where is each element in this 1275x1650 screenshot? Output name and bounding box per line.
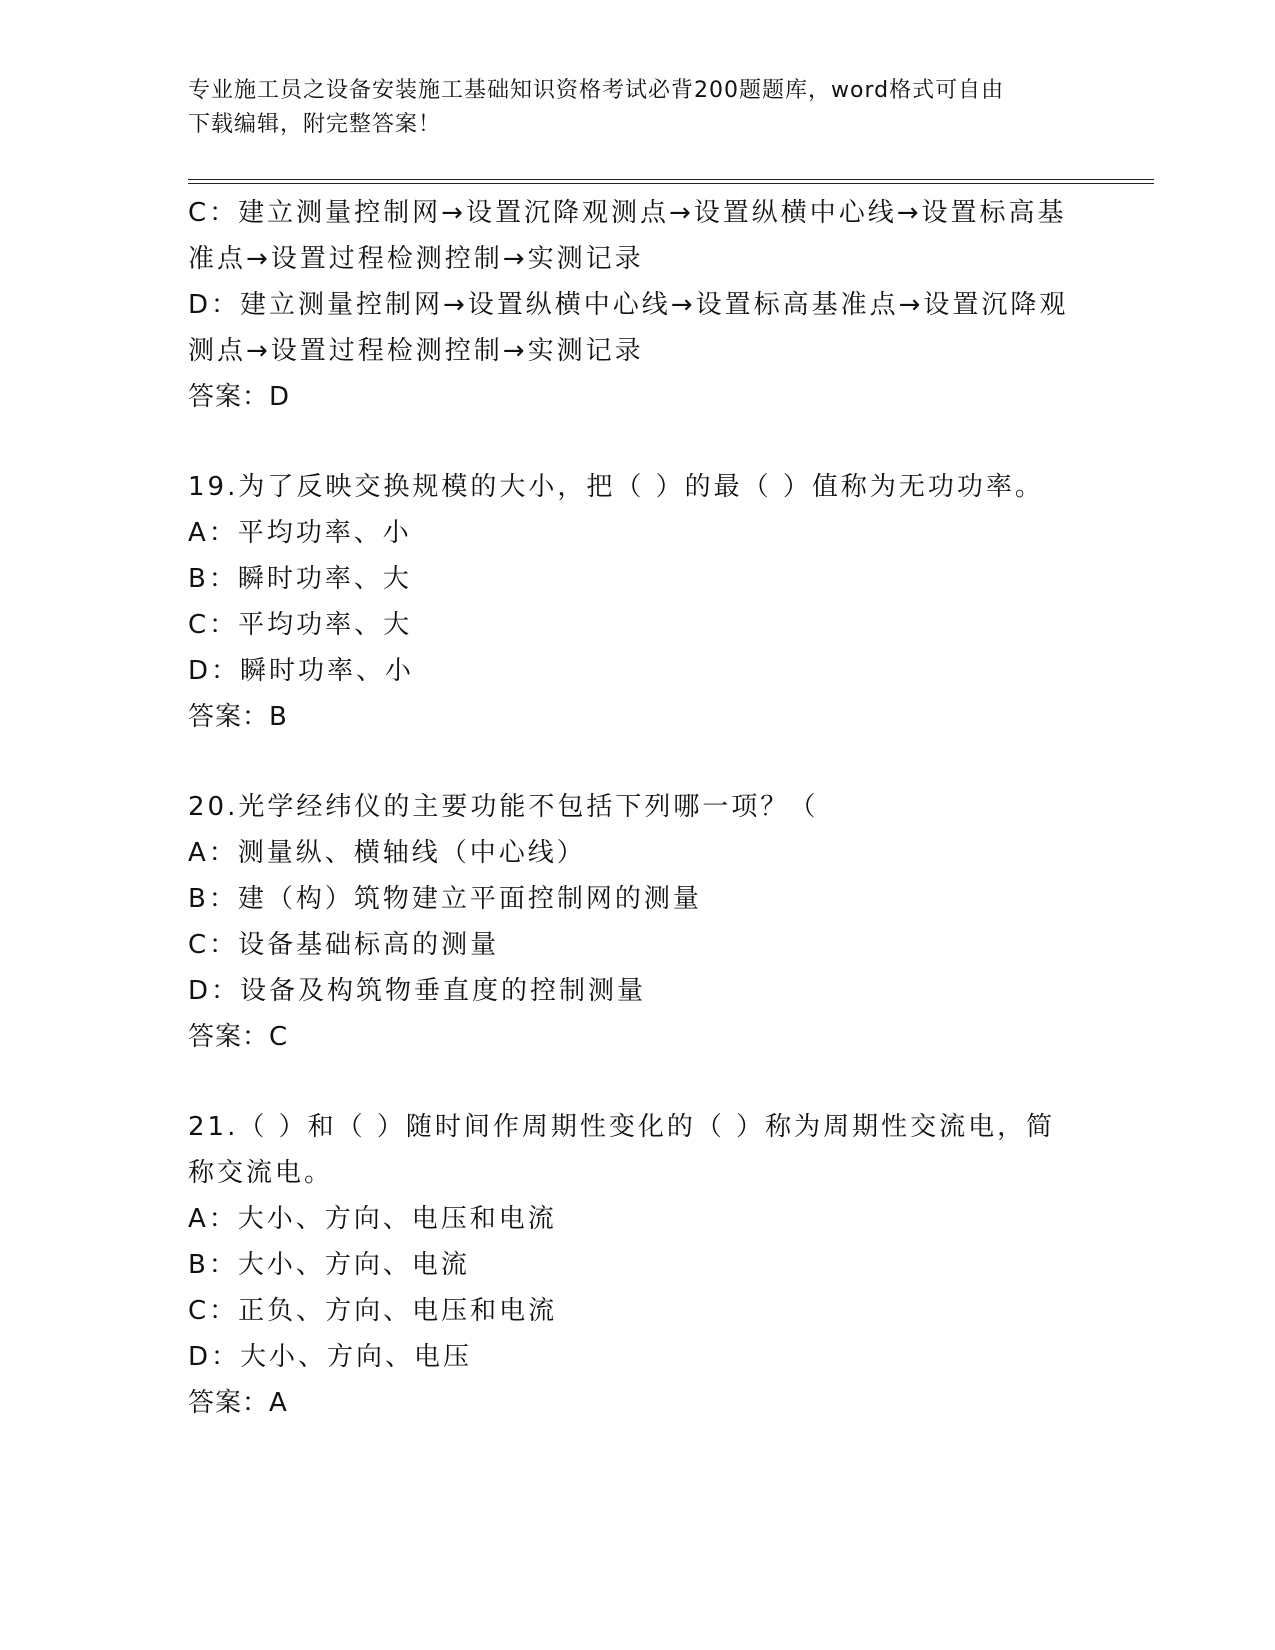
spacer xyxy=(188,420,1088,464)
option-c: C：正负、方向、电压和电流 xyxy=(188,1296,558,1326)
option-c: C：设备基础标高的测量 xyxy=(188,930,500,960)
option-d: D：设备及构筑物垂直度的控制测量 xyxy=(188,976,647,1006)
option-a: A：平均功率、小 xyxy=(188,518,412,548)
header-rule-top xyxy=(188,179,1154,180)
question-stem: 20.光学经纬仪的主要功能不包括下列哪一项？（ xyxy=(188,792,819,822)
option-d-line-1: D：建立测量控制网→设置纵横中心线→设置标高基准点→设置沉降观 xyxy=(188,290,1069,320)
page-header xyxy=(188,74,1068,142)
question-19 xyxy=(188,464,1088,740)
spacer xyxy=(188,1060,1088,1104)
option-d: D：瞬时功率、小 xyxy=(188,656,415,686)
option-b: B：大小、方向、电流 xyxy=(188,1250,470,1280)
question-18-continued xyxy=(188,190,1088,420)
question-stem: 19.为了反映交换规模的大小，把（ ）的最（ ）值称为无功功率。 xyxy=(188,472,1044,502)
question-stem-line-2: 称交流电。 xyxy=(188,1158,334,1188)
option-c-line-1: C：建立测量控制网→设置沉降观测点→设置纵横中心线→设置标高基 xyxy=(188,198,1067,228)
answer-line: 答案：A xyxy=(188,1388,288,1418)
question-20 xyxy=(188,784,1088,1060)
option-a: A：大小、方向、电压和电流 xyxy=(188,1204,557,1234)
header-rule-bottom xyxy=(188,183,1154,184)
answer-line: 答案：B xyxy=(188,702,288,732)
option-c-line-2: 准点→设置过程检测控制→实测记录 xyxy=(188,244,644,274)
header-title-line-1: 专业施工员之设备安装施工基础知识资格考试必背200题题库，word格式可自由 xyxy=(188,78,1005,103)
option-a: A：测量纵、横轴线（中心线） xyxy=(188,838,586,868)
question-list xyxy=(188,190,1088,1426)
answer-line: 答案：D xyxy=(188,382,291,412)
header-title-line-2: 下载编辑，附完整答案！ xyxy=(188,112,442,137)
question-stem-line-1: 21.（ ）和（ ）随时间作周期性变化的（ ）称为周期性交流电，简 xyxy=(188,1112,1056,1142)
option-c: C：平均功率、大 xyxy=(188,610,413,640)
answer-line: 答案：C xyxy=(188,1022,289,1052)
option-b: B：瞬时功率、大 xyxy=(188,564,412,594)
question-21 xyxy=(188,1104,1088,1426)
option-d-line-2: 测点→设置过程检测控制→实测记录 xyxy=(188,336,644,366)
option-d: D：大小、方向、电压 xyxy=(188,1342,473,1372)
spacer xyxy=(188,740,1088,784)
option-b: B：建（构）筑物建立平面控制网的测量 xyxy=(188,884,702,914)
